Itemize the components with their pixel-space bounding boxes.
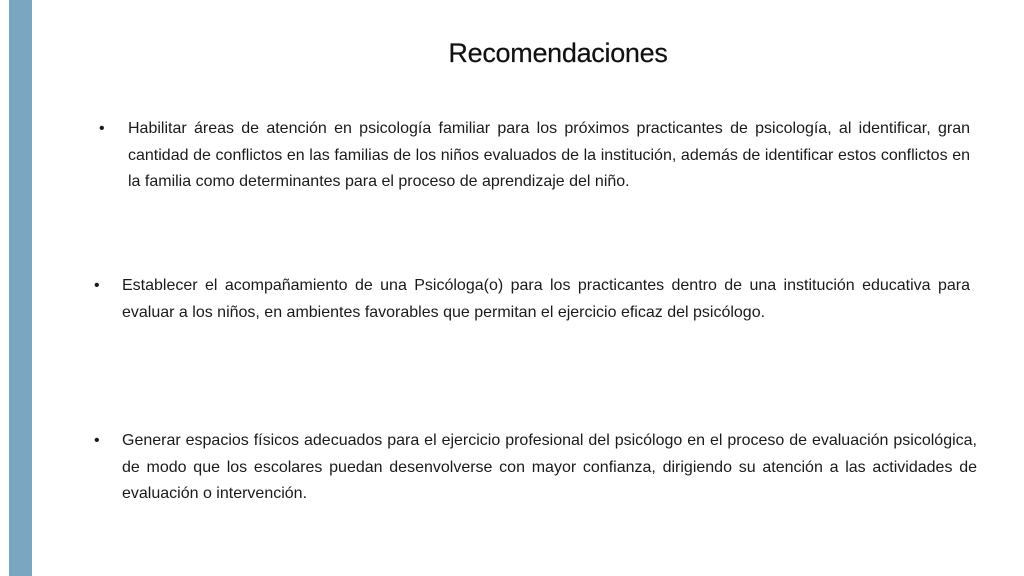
- slide-title: Recomendaciones: [448, 38, 668, 68]
- recommendation-item-3: Generar espacios físicos adecuados para el ejercicio profesional del psicólogo en el proceso de evaluación psicológica, de modo que los escolares puedan desenvolverse con mayor confianza, dirigiendo su atención a las actividades de evaluación o intervención.: [122, 432, 977, 502]
- bullet-icon: •: [99, 120, 105, 137]
- bullet-icon: •: [94, 277, 100, 294]
- bullet-icon: •: [94, 432, 100, 449]
- recommendation-item-1: Habilitar áreas de atención en psicología familiar para los próximos practicantes de psicología, al identificar, gran cantidad de conflictos en las familias de los niños evaluados de la institución, además de identificar estos conflictos en la familia como determinantes para el proceso de aprendizaje del niño.: [128, 120, 970, 190]
- left-accent-bar: [9, 0, 32, 576]
- recommendation-item-2: Establecer el acompañamiento de una Psicóloga(o) para los practicantes dentro de una institución educativa para evaluar a los niños, en ambientes favorables que permitan el ejercicio eficaz del psicólogo.: [122, 277, 970, 321]
